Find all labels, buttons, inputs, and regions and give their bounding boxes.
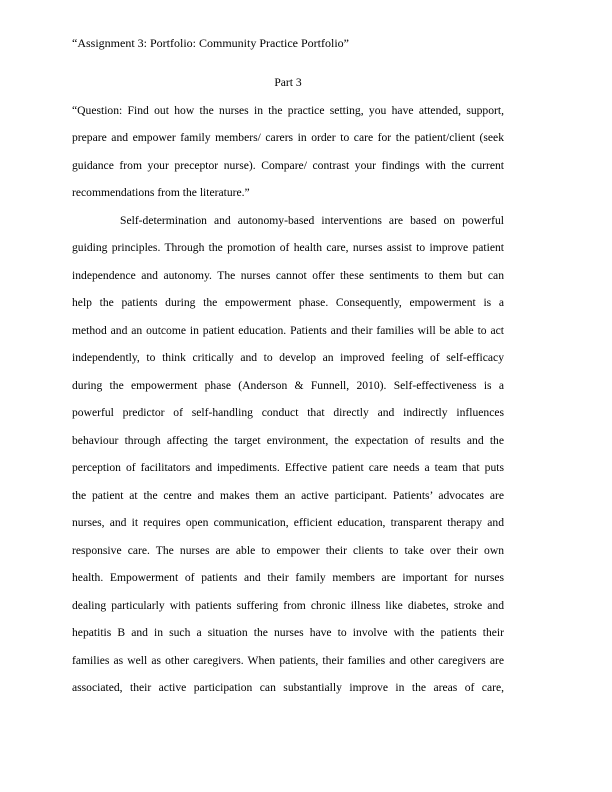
question-line: guidance from your preceptor nurse). Compare/ contrast your findings with the current xyxy=(72,158,504,172)
body-line: Self-determination and autonomy-based interventions are based on powerful xyxy=(120,213,504,227)
body-line: the patient at the centre and makes them an active participant. Patients’ advocates are xyxy=(72,488,504,502)
body-line: during the empowerment phase (Anderson & Funnell, 2010). Self-effectiveness is a xyxy=(72,378,504,392)
body-line: powerful predictor of self-handling conduct that directly and indirectly influences xyxy=(72,406,504,419)
question-line: recommendations from the literature.” xyxy=(72,186,250,199)
body-line: independence and autonomy. The nurses cannot offer these sentiments to them but can xyxy=(72,268,504,282)
body-line: dealing particularly with patients suffering from chronic illness like diabetes, stroke and xyxy=(72,598,504,612)
body-line: perception of facilitators and impediments. Effective patient care needs a team that puts xyxy=(72,461,504,474)
body-line: behaviour through affecting the target environment, the expectation of results and the xyxy=(72,433,504,447)
document-body xyxy=(72,69,504,702)
body-line: help the patients during the empowerment phase. Consequently, empowerment is a xyxy=(72,296,504,309)
body-line: nurses, and it requires open communication, efficient education, transparent therapy and xyxy=(72,516,504,529)
question-line: prepare and empower family members/ carers in order to care for the patient/client (seek xyxy=(72,131,504,144)
body-line: method and an outcome in patient education. Patients and their families will be able to act xyxy=(72,323,504,337)
body-line: families as well as other caregivers. When patients, their families and other caregivers are xyxy=(72,653,504,667)
page-header: “Assignment 3: Portfolio: Community Practice Portfolio” xyxy=(72,36,349,50)
body-line: hepatitis B and in such a situation the nurses have to involve with the patients their xyxy=(72,626,504,639)
body-line: responsive care. The nurses are able to empower their clients to take over their own xyxy=(72,543,504,557)
body-line: health. Empowerment of patients and their family members are important for nurses xyxy=(72,571,504,584)
body-line: independently, to think critically and to develop an improved feeling of self-efficacy xyxy=(72,351,504,364)
body-line: associated, their active participation can substantially improve in the areas of care, xyxy=(72,681,504,694)
body-line: guiding principles. Through the promotion of health care, nurses assist to improve patient xyxy=(72,241,504,254)
part-title: Part 3 xyxy=(274,76,302,89)
question-line: “Question: Find out how the nurses in the practice setting, you have attended, support, xyxy=(72,103,504,117)
